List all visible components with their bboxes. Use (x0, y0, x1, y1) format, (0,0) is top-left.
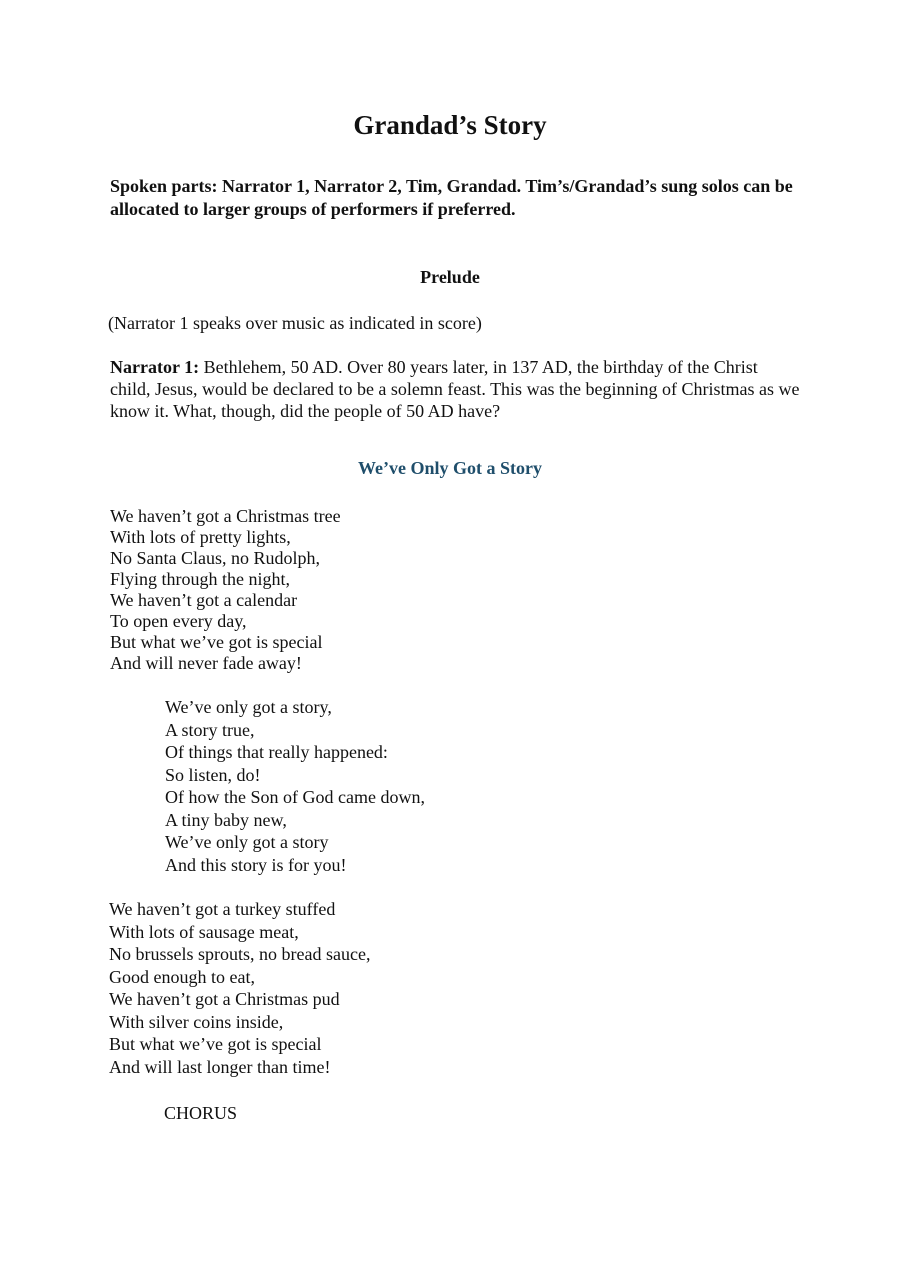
lyric-line: We haven’t got a turkey stuffed (109, 899, 336, 919)
lyric-line: And will last longer than time! (109, 1056, 331, 1077)
spoken-parts-note: Spoken parts: Narrator 1, Narrator 2, Tim, Grandad. Tim’s/Grandad’s sung solos can be allocated to larger groups of performers if preferred. (110, 176, 793, 219)
chorus (165, 696, 425, 876)
lyric-line: Good enough to eat, (109, 966, 255, 987)
stage-direction: (Narrator 1 speaks over music as indicated in score) (108, 313, 482, 333)
chorus-marker: CHORUS (164, 1103, 238, 1123)
lyric-line: We haven’t got a Christmas pud (109, 989, 340, 1009)
lyric-line: We’ve only got a story (165, 832, 329, 852)
lyric-line: Of how the Son of God came down, (165, 787, 425, 807)
lyric-line: With lots of pretty lights, (110, 527, 291, 547)
document-title: Grandad’s Story (353, 110, 547, 140)
lyric-line: But what we’ve got is special (110, 632, 323, 652)
lyric-line: But what we’ve got is special (109, 1034, 322, 1054)
verse-2 (109, 898, 370, 1078)
lyric-line: We haven’t got a calendar (110, 590, 298, 610)
lyric-line: With lots of sausage meat, (109, 921, 299, 942)
lyric-line: To open every day, (110, 611, 247, 631)
lyric-line: Flying through the night, (110, 569, 290, 589)
song-title: We’ve Only Got a Story (358, 458, 542, 478)
lyric-line: No brussels sprouts, no bread sauce, (109, 944, 371, 964)
lyric-line: So listen, do! (165, 764, 261, 785)
narration-text: Bethlehem, 50 AD. Over 80 years later, in 137 AD, the birthday of the Christ child, Jesus, would be declared to be a solemn feast. This was the beginning of Christmas as we know it. What, though, did the people of 50 AD have? (110, 357, 800, 421)
lyric-line: A story true, (165, 719, 255, 740)
lyric-line: A tiny baby new, (165, 809, 287, 830)
lyric-line: Of things that really happened: (165, 742, 388, 762)
prelude-heading: Prelude (420, 267, 480, 287)
lyric-line: With silver coins inside, (109, 1011, 284, 1032)
narration-paragraph (110, 356, 800, 422)
verse-1 (110, 506, 341, 674)
narrator-label: Narrator 1: (110, 357, 200, 377)
lyric-line: And will never fade away! (110, 653, 302, 673)
lyric-line: And this story is for you! (165, 854, 347, 875)
lyric-line: We haven’t got a Christmas tree (110, 506, 341, 526)
lyric-line: No Santa Claus, no Rudolph, (110, 548, 320, 568)
lyric-line: We’ve only got a story, (165, 697, 332, 717)
